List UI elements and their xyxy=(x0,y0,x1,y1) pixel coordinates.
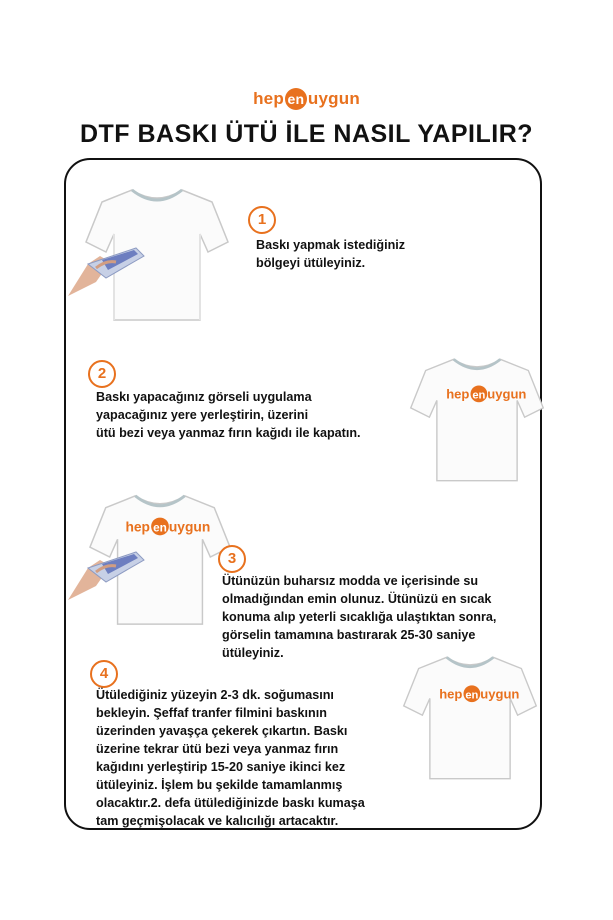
step-4-text: Ütülediğiniz yüzeyin 2-3 dk. soğumasını bekleyin. Şeffaf tranfer filmini baskının üzerinden yavaşça çekerek çıkartın. Baskı üzerine tekrar ütü bezi veya yanmaz fırın kağıdını yerleştirip 15-20 saniye ikinci kez ütüleyiniz. İşlem bu şekilde tamamlanmış olacaktır.2. defa ütülediğinizde baskı kumaşa tam geçmişolacak ve kalıcılığı artacaktır. xyxy=(96,688,365,828)
svg-text:hep: hep xyxy=(125,518,150,535)
step-1-badge: 1 xyxy=(248,206,276,234)
svg-text:uygun: uygun xyxy=(168,518,211,535)
iron-hand-illustration xyxy=(66,238,146,303)
svg-text:hep: hep xyxy=(439,686,463,702)
step-3-badge: 3 xyxy=(218,545,246,573)
svg-text:hep: hep xyxy=(446,386,470,402)
step-3-text: Ütünüzün buharsız modda ve içerisinde su olmadığından emin olunuz. Ütünüzü en sıcak konuma alıp yeterli sıcaklığa ulaştıktan sonra, görselin tamamına bastırarak 25-30 saniye ütüleyiniz. xyxy=(222,574,497,660)
svg-text:en: en xyxy=(472,389,486,402)
brand-text-post: uygun xyxy=(307,89,360,108)
step-1-text: Baskı yapmak istediğiniz bölgeyi ütüleyiniz. xyxy=(256,238,406,270)
brand-text-pre: hep xyxy=(253,89,284,108)
step-4-badge: 4 xyxy=(90,660,118,688)
iron-hand-illustration xyxy=(66,542,146,607)
page-title: DTF BASKI ÜTÜ İLE NASIL YAPILIR? xyxy=(79,120,534,148)
brand-text-en: en xyxy=(285,88,307,110)
tshirt-printed-illustration xyxy=(407,350,547,490)
svg-text:en: en xyxy=(153,520,167,535)
svg-text:en: en xyxy=(465,689,479,702)
brand-wordmark xyxy=(253,88,360,110)
svg-text:uygun: uygun xyxy=(480,686,520,702)
brand-logo xyxy=(0,88,613,110)
svg-text:uygun: uygun xyxy=(487,386,527,402)
step-2-badge: 2 xyxy=(88,360,116,388)
tshirt-printed-illustration xyxy=(400,648,540,788)
step-2-text: Baskı yapacağınız görseli uygulama yapacağınız yere yerleştirin, üzerini ütü bezi veya yanmaz fırın kağıdı ile kapatın. xyxy=(96,390,361,440)
